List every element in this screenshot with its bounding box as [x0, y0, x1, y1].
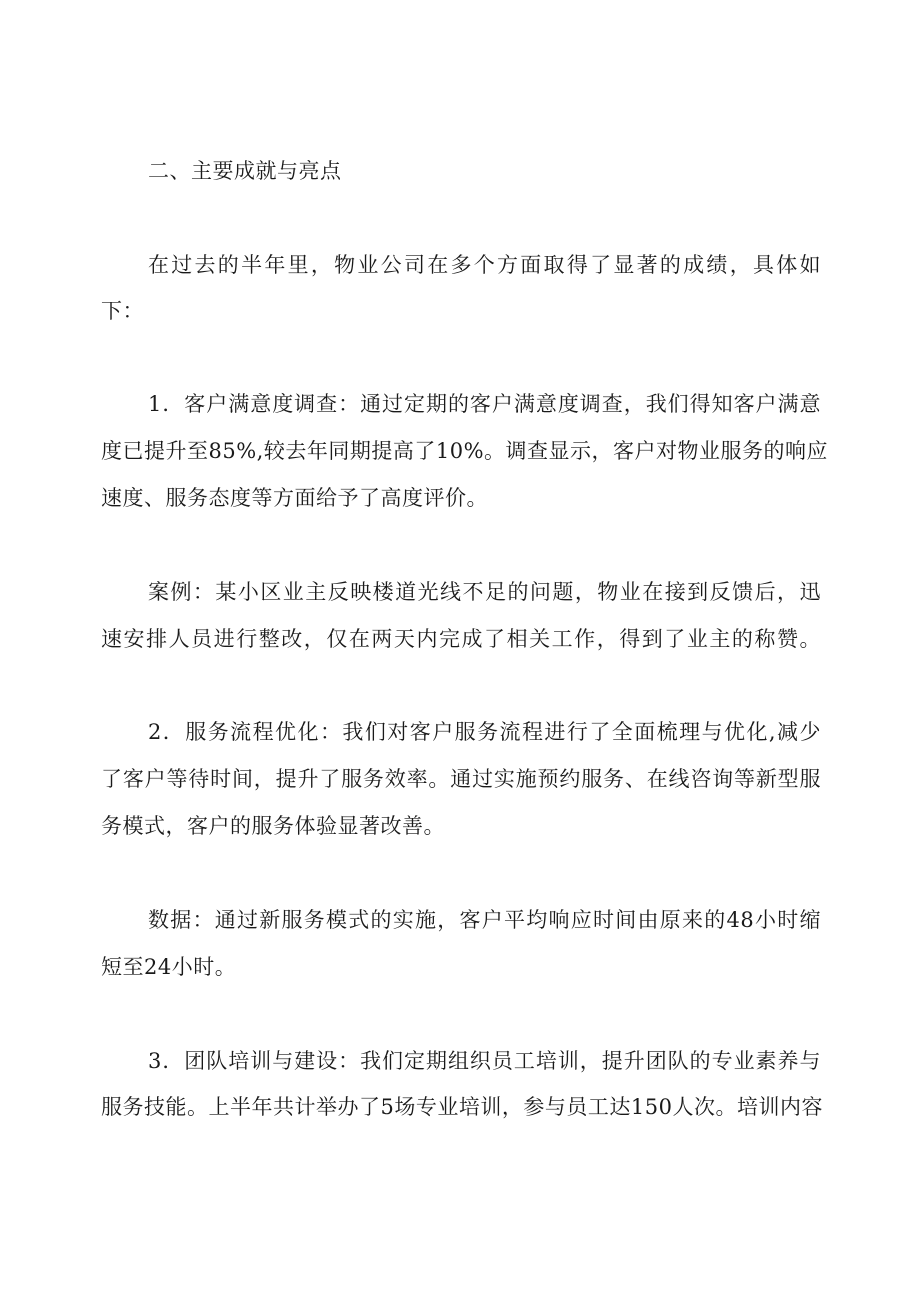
- intro-line-1: 在过去的半年里，物业公司在多个方面取得了显著的成绩，具体如: [148, 253, 821, 277]
- item2-line-1: 2．服务流程优化：我们对客户服务流程进行了全面梳理与优化,减少: [148, 720, 821, 744]
- item3-line-1: 3．团队培训与建设：我们定期组织员工培训，提升团队的专业素养与: [148, 1049, 821, 1073]
- item1-line-3: 速度、服务态度等方面给予了高度评价。: [101, 486, 488, 510]
- item1-line-2: 度已提升至85%,较去年同期提高了10%。调查显示，客户对物业服务的响应: [101, 439, 829, 463]
- case1-line-1: 案例：某小区业主反映楼道光线不足的问题，物业在接到反馈后，迅: [148, 580, 821, 604]
- item3-line-2: 服务技能。上半年共计举办了5场专业培训，参与员工达150人次。培训内容: [101, 1095, 823, 1119]
- item2-line-3: 务模式，客户的服务体验显著改善。: [101, 814, 445, 838]
- intro-line-2: 下：: [101, 299, 144, 323]
- item2-line-2: 了客户等待时间，提升了服务效率。通过实施预约服务、在线咨询等新型服: [101, 767, 821, 791]
- data2-line-2: 短至24小时。: [101, 955, 237, 979]
- data2-line-1: 数据：通过新服务模式的实施，客户平均响应时间由原来的48小时缩: [148, 908, 821, 932]
- section-heading: 二、主要成就与亮点: [148, 159, 342, 183]
- case1-line-2: 速安排人员进行整改，仅在两天内完成了相关工作，得到了业主的称赞。: [101, 627, 821, 651]
- item1-line-1: 1．客户满意度调查：通过定期的客户满意度调查，我们得知客户满意: [148, 392, 821, 416]
